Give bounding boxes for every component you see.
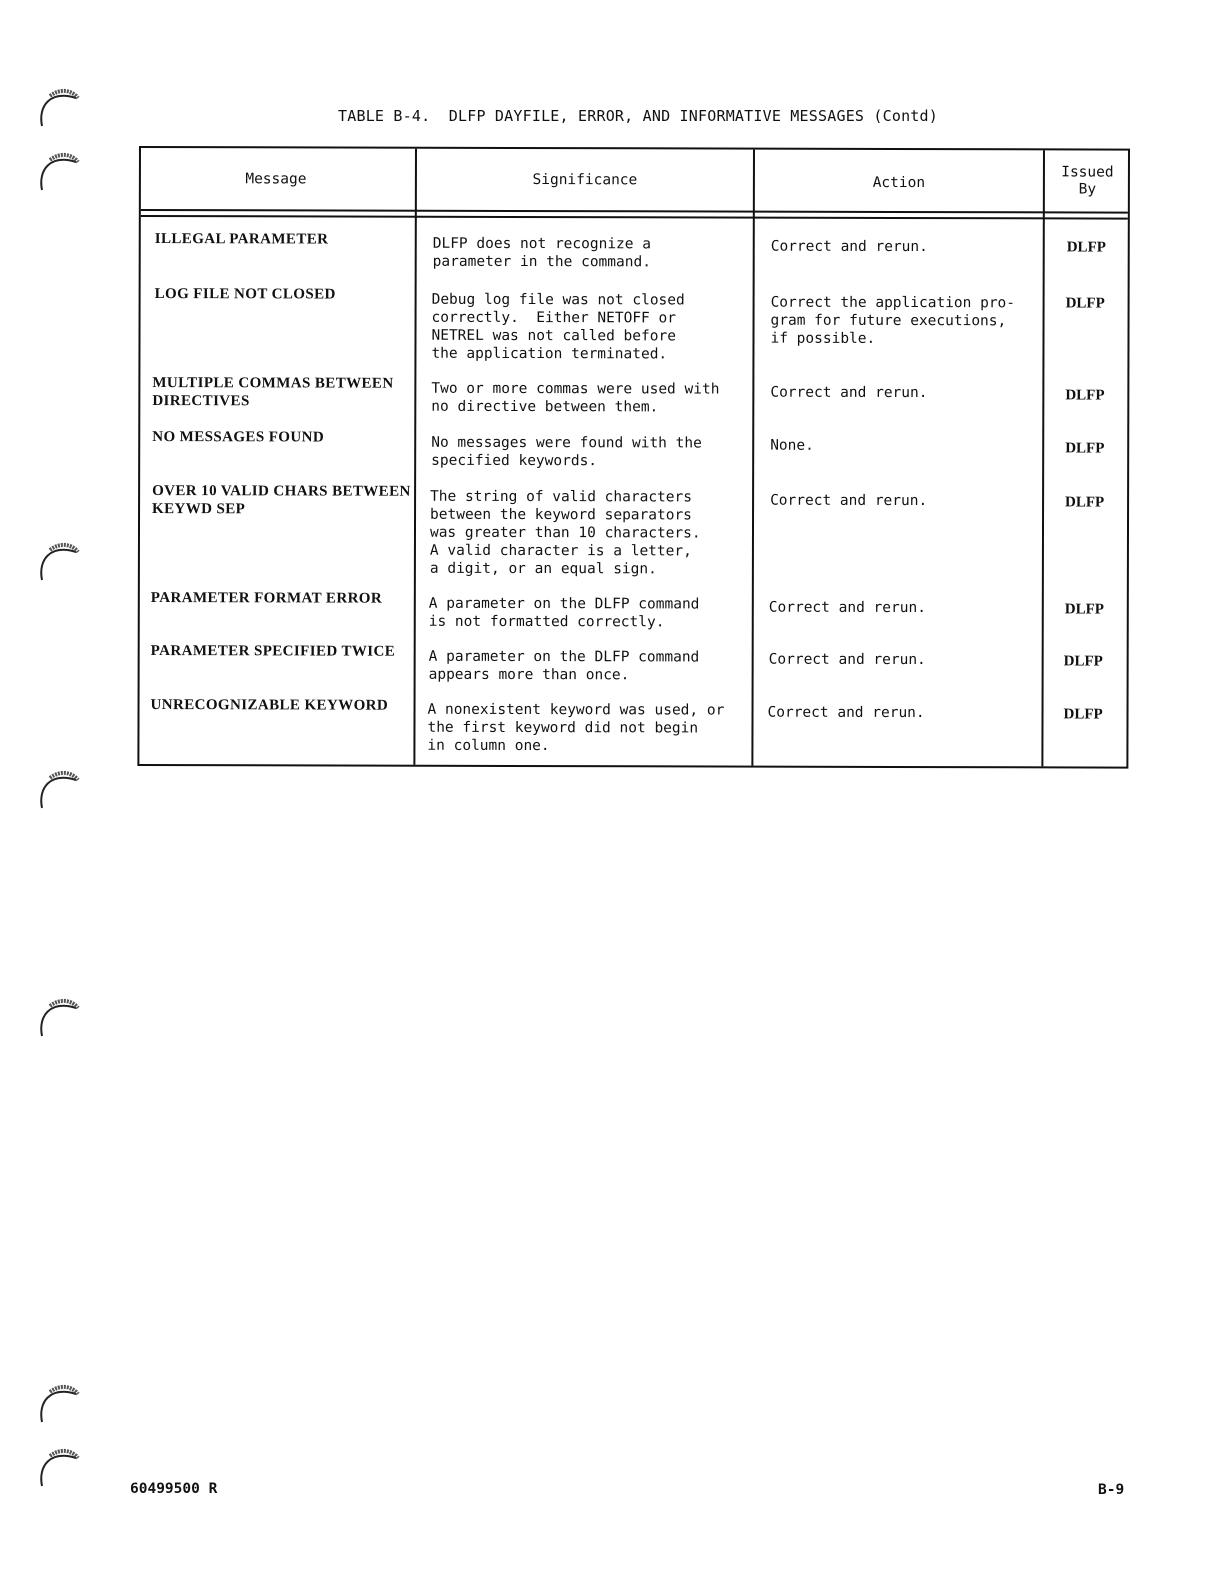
document-number: 60499500 R xyxy=(130,1481,218,1497)
issued-by-cell: DLFP xyxy=(1065,440,1105,457)
table-title: TABLE B-4. DLFP DAYFILE, ERROR, AND INFORMATIVE MESSAGES (Contd) xyxy=(338,107,938,125)
significance-cell: A parameter on the DLFP command is not formatted correctly. xyxy=(428,595,700,631)
message-cell: ILLEGAL PARAMETER xyxy=(154,231,329,248)
significance-cell: A nonexistent keyword was used, or the first keyword did not begin in column one. xyxy=(427,701,725,755)
action-cell: Correct and rerun. xyxy=(770,238,928,256)
action-cell: Correct and rerun. xyxy=(768,651,926,669)
column-header-action: Action xyxy=(872,174,926,191)
message-cell: UNRECOGNIZABLE KEYWORD xyxy=(150,697,389,714)
significance-cell: No messages were found with the specified keywords. xyxy=(431,434,702,470)
column-divider xyxy=(413,149,417,765)
significance-cell: Debug log file was not closed correctly. Either NETOFF or NETREL was not called before the application terminated. xyxy=(431,291,685,363)
message-cell: LOG FILE NOT CLOSED xyxy=(154,286,336,303)
message-cell: PARAMETER FORMAT ERROR xyxy=(150,590,383,607)
issued-by-cell: DLFP xyxy=(1063,706,1103,723)
issued-by-cell: DLFP xyxy=(1065,295,1105,312)
issued-by-cell: DLFP xyxy=(1066,239,1106,256)
column-divider xyxy=(1041,150,1045,766)
page-number: B-9 xyxy=(1098,1482,1125,1498)
message-cell: NO MESSAGES FOUND xyxy=(152,429,325,446)
significance-cell: A parameter on the DLFP command appears more than once. xyxy=(428,648,700,684)
significance-cell: The string of valid characters between the keyword separators was greater than 10 characters. A valid character is a letter, a digit, or an equal sign. xyxy=(429,488,701,578)
column-divider xyxy=(751,150,755,766)
significance-cell: Two or more commas were used with no directive between them. xyxy=(431,380,720,416)
issued-by-cell: DLFP xyxy=(1065,494,1105,511)
message-cell: PARAMETER SPECIFIED TWICE xyxy=(150,643,396,660)
binder-hole-mark xyxy=(36,996,84,1042)
action-cell: Correct and rerun. xyxy=(768,599,926,617)
message-cell: OVER 10 VALID CHARS BETWEEN KEYWD SEP xyxy=(152,483,411,518)
column-header-message: Message xyxy=(245,170,307,187)
header-rule xyxy=(141,215,1128,220)
action-cell: Correct and rerun. xyxy=(770,492,928,510)
binder-hole-mark xyxy=(36,1382,84,1428)
message-cell: MULTIPLE COMMAS BETWEEN DIRECTIVES xyxy=(152,375,394,410)
binder-hole-mark xyxy=(36,768,84,814)
column-header-issued-by: Issued By xyxy=(1061,164,1114,198)
action-cell: Correct and rerun. xyxy=(767,704,925,722)
binder-hole-mark xyxy=(36,1446,84,1492)
messages-table xyxy=(137,146,1130,769)
issued-by-cell: DLFP xyxy=(1065,387,1105,404)
column-header-significance: Significance xyxy=(532,171,638,188)
issued-by-cell: DLFP xyxy=(1063,653,1103,670)
significance-cell: DLFP does not recognize a parameter in the command. xyxy=(432,235,652,271)
issued-by-cell: DLFP xyxy=(1064,601,1104,618)
action-cell: Correct the application pro- gram for future executions, if possible. xyxy=(770,294,1016,347)
action-cell: None. xyxy=(770,437,814,454)
action-cell: Correct and rerun. xyxy=(770,384,928,402)
binder-hole-mark xyxy=(36,150,84,196)
binder-hole-mark xyxy=(36,540,84,586)
